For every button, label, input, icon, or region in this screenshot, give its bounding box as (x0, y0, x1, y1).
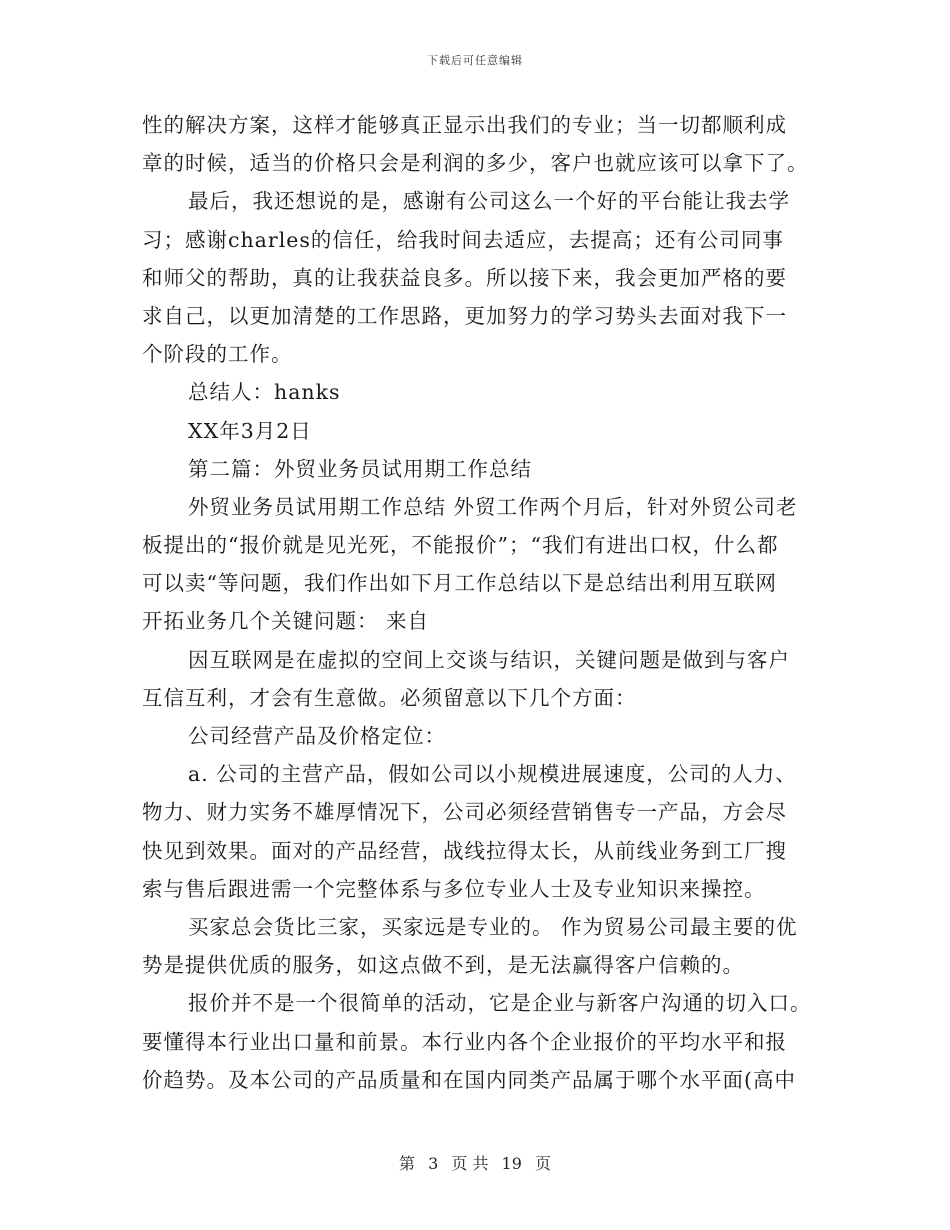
text-line: 索与售后跟进需一个完整体系与多位专业人士及专业知识来操控。 (142, 876, 766, 901)
text-line: 板提出的“报价就是见光死，不能报价”；“我们有进出口权，什么都 (142, 533, 779, 558)
text-line: 要懂得本行业出口量和前景。本行业内各个企业报价的平均水平和报 (142, 1029, 787, 1054)
text-line: 总结人：hanks (188, 380, 341, 405)
text-line: 可以卖“等问题，我们作出如下月工作总结以下是总结出利用互联网 (142, 571, 777, 596)
text-line: 和师父的帮助，真的让我获益良多。所以接下来，我会更加严格的要 (142, 265, 787, 290)
page-header: 下载后可任意编辑 (427, 54, 523, 67)
text-line: 第二篇：外贸业务员试用期工作总结 (188, 456, 532, 481)
text-line: 个阶段的工作。 (142, 342, 293, 367)
text-line: 买家总会货比三家，买家远是专业的。 作为贸易公司最主要的优 (188, 914, 798, 939)
footer-middle: 页 共 (451, 1154, 489, 1173)
text-line: 习；感谢charles的信任，给我时间去适应，去提高；还有公司同事 (142, 227, 784, 252)
footer-prefix: 第 (398, 1154, 415, 1173)
text-line: a. 公司的主营产品，假如公司以小规模进展速度，公司的人力、 (188, 762, 797, 787)
text-line: 外贸业务员试用期工作总结 外贸工作两个月后，针对外贸公司老 (188, 494, 798, 519)
page-number: 3 (428, 1154, 439, 1173)
text-line: 最后，我还想说的是，感谢有公司这么一个好的平台能让我去学 (188, 189, 790, 214)
total-pages: 19 (501, 1154, 522, 1173)
document-body (142, 106, 812, 1099)
text-line: 章的时候，适当的价格只会是利润的多少，客户也就应该可以拿下了。 (142, 151, 809, 176)
text-line: 互信互利，才会有生意做。必须留意以下几个方面： (142, 685, 637, 710)
text-line: 物力、财力实务不雄厚情况下，公司必须经营销售专一产品，方会尽 (142, 800, 787, 825)
text-line: 性的解决方案，这样才能够真正显示出我们的专业；当一切都顺利成 (142, 113, 787, 137)
text-line: 开拓业务几个关键问题： 来自 (142, 609, 430, 634)
text-line: XX年3月2日 (188, 418, 312, 443)
text-line: 因互联网是在虚拟的空间上交谈与结识，关键问题是做到与客户 (188, 647, 790, 672)
text-line: 势是提供优质的服务，如这点做不到，是无法赢得客户信赖的。 (142, 953, 744, 978)
text-line: 快见到效果。面对的产品经营，战线拉得太长，从前线业务到工厂搜 (142, 838, 787, 863)
page-footer (0, 1151, 950, 1174)
text-line: 价趋势。及本公司的产品质量和在国内同类产品属于哪个水平面(高中 (142, 1067, 796, 1092)
text-line: 公司经营产品及价格定位： (188, 724, 446, 748)
text-line: 报价并不是一个很简单的活动，它是企业与新客户沟通的切入口。 (188, 991, 812, 1016)
footer-suffix: 页 (535, 1154, 552, 1173)
text-line: 求自己，以更加清楚的工作思路，更加努力的学习势头去面对我下一 (142, 303, 787, 328)
